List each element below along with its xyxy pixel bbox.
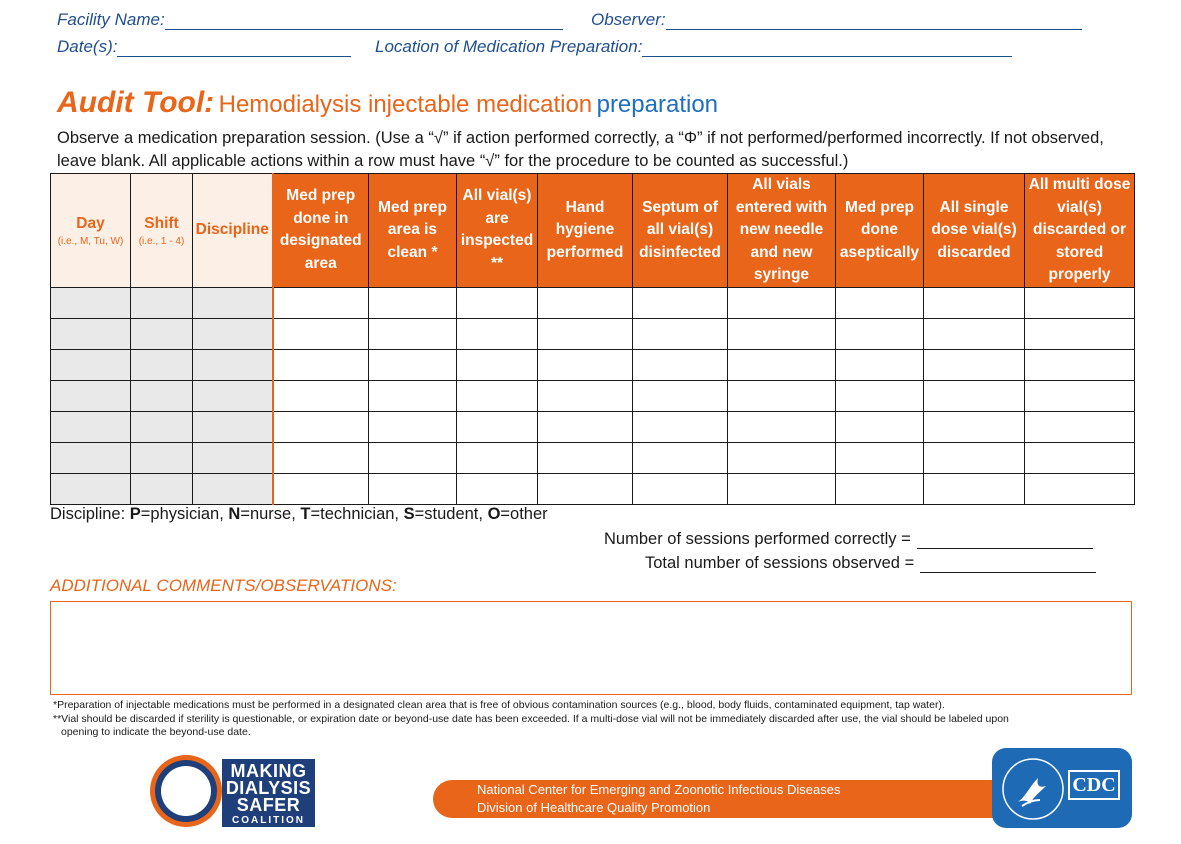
table-cell[interactable] (728, 287, 836, 318)
table-cell[interactable] (728, 349, 836, 380)
table-cell[interactable] (131, 318, 193, 349)
col-discipline: Discipline (193, 174, 273, 288)
table-cell[interactable] (924, 473, 1025, 504)
table-cell[interactable] (1025, 349, 1135, 380)
table-cell[interactable] (273, 318, 369, 349)
table-cell[interactable] (457, 349, 538, 380)
footnote-2-continued: opening to indicate the beyond-use date. (61, 726, 251, 738)
table-row (51, 411, 1135, 442)
legend-code-p: P (129, 505, 141, 523)
location-field[interactable] (375, 37, 1012, 57)
table-cell[interactable] (51, 411, 131, 442)
table-cell[interactable] (193, 380, 273, 411)
cdc-logo (992, 748, 1132, 828)
sessions-total-label: Total number of sessions observed (645, 554, 900, 572)
table-cell[interactable] (369, 380, 457, 411)
legend-text-p: =physician, (140, 505, 229, 523)
table-cell[interactable] (924, 287, 1025, 318)
table-cell[interactable] (51, 349, 131, 380)
dates-field[interactable] (57, 37, 351, 57)
sessions-total-line (920, 559, 1096, 573)
legend-text-n: =nurse, (240, 505, 301, 523)
table-cell[interactable] (836, 380, 924, 411)
sessions-correct-equals: = (901, 530, 911, 548)
table-row (51, 318, 1135, 349)
making-dialysis-safer-logo (150, 755, 315, 827)
table-cell[interactable] (633, 349, 728, 380)
sessions-correct-label: Number of sessions performed correctly (604, 530, 897, 548)
table-cell[interactable] (538, 318, 633, 349)
table-cell[interactable] (51, 380, 131, 411)
banner-division: Division of Healthcare Quality Promotion (477, 800, 711, 815)
table-cell[interactable] (273, 380, 369, 411)
table-cell[interactable] (633, 287, 728, 318)
col-single-dose-discarded: All single dose vial(s) discarded (924, 174, 1025, 288)
table-cell[interactable] (836, 442, 924, 473)
title-audit-tool: Audit Tool: (57, 86, 215, 119)
legend-code-t: T (300, 505, 311, 523)
table-cell[interactable] (1025, 442, 1135, 473)
table-cell[interactable] (131, 349, 193, 380)
legend-text-o: =other (500, 505, 548, 523)
table-header-row (51, 174, 1135, 288)
page-title (57, 86, 718, 120)
table-cell[interactable] (51, 318, 131, 349)
table-cell[interactable] (836, 411, 924, 442)
table-cell[interactable] (1025, 473, 1135, 504)
observer-label: Observer: (591, 10, 666, 29)
logo-ring-center (161, 766, 211, 816)
table-cell[interactable] (193, 318, 273, 349)
facility-name-line (165, 14, 563, 30)
table-cell[interactable] (273, 349, 369, 380)
col-area-clean: Med prep area is clean * (369, 174, 457, 288)
table-cell[interactable] (131, 287, 193, 318)
table-cell[interactable] (457, 318, 538, 349)
sessions-correct-field[interactable] (604, 530, 1093, 549)
table-row (51, 349, 1135, 380)
sessions-total-equals: = (904, 554, 915, 572)
dates-label: Date(s): (57, 37, 118, 56)
table-cell[interactable] (728, 473, 836, 504)
table-cell[interactable] (728, 318, 836, 349)
col-septum-disinfected: Septum of all vial(s) disinfected (633, 174, 728, 288)
logo-word-safer: SAFER (236, 795, 301, 815)
col-shift-label: Shift (144, 215, 179, 232)
col-aseptic: Med prep done aseptically (836, 174, 924, 288)
comments-box[interactable] (50, 601, 1132, 695)
title-preparation: preparation (596, 91, 719, 118)
col-new-needle-syringe: All vials entered with new needle and new syringe (728, 174, 836, 288)
audit-table (50, 173, 1135, 505)
table-cell[interactable] (51, 287, 131, 318)
table-cell[interactable] (131, 380, 193, 411)
table-cell[interactable] (369, 473, 457, 504)
table-row (51, 287, 1135, 318)
table-cell[interactable] (273, 411, 369, 442)
col-day-sub: (i.e., M, Tu, W) (57, 235, 124, 247)
table-cell[interactable] (273, 287, 369, 318)
footnote-1: *Preparation of injectable medications must be performed in a designated clean area that is free of obvious contamination sources (e.g., blood, body fluids, contaminated equipment, tap water). (53, 699, 945, 711)
table-cell[interactable] (273, 442, 369, 473)
legend-prefix: Discipline: (50, 505, 130, 523)
col-shift (131, 174, 193, 288)
table-cell[interactable] (728, 380, 836, 411)
table-cell[interactable] (457, 473, 538, 504)
col-shift-sub: (i.e., 1 - 4) (138, 235, 185, 247)
logo-word-dialysis: DIALYSIS (225, 778, 312, 798)
table-cell[interactable] (924, 318, 1025, 349)
table-cell[interactable] (538, 380, 633, 411)
col-day (51, 174, 131, 288)
dates-line (117, 41, 351, 57)
table-cell[interactable] (457, 411, 538, 442)
cdc-wordmark: CDC (1068, 770, 1120, 800)
table-cell[interactable] (51, 473, 131, 504)
comments-heading: ADDITIONAL COMMENTS/OBSERVATIONS: (50, 576, 397, 595)
table-cell[interactable] (369, 349, 457, 380)
table-cell[interactable] (633, 473, 728, 504)
facility-name-field[interactable] (57, 10, 563, 30)
logo-word-making: MAKING (230, 761, 307, 781)
footnote-2: **Vial should be discarded if sterility is questionable, or expiration date or beyond-use date has been exceeded. If a multi-dose vial will not be immediately discarded after use, the vial should be labeled upon (53, 713, 1009, 725)
table-cell[interactable] (538, 349, 633, 380)
table-cell[interactable] (728, 411, 836, 442)
table-cell[interactable] (1025, 287, 1135, 318)
table-cell[interactable] (457, 442, 538, 473)
table-cell[interactable] (193, 349, 273, 380)
cdc-division-banner (433, 780, 995, 818)
table-cell[interactable] (193, 442, 273, 473)
legend-code-n: N (228, 505, 241, 523)
table-cell[interactable] (633, 380, 728, 411)
table-cell[interactable] (369, 442, 457, 473)
table-row (51, 442, 1135, 473)
table-cell[interactable] (193, 287, 273, 318)
location-label: Location of Medication Preparation: (375, 37, 643, 56)
table-cell[interactable] (633, 442, 728, 473)
legend-code-o: O (487, 505, 501, 523)
banner-center: National Center for Emerging and Zoonotic Infectious Diseases (477, 782, 841, 797)
table-cell[interactable] (538, 442, 633, 473)
col-vials-inspected: All vial(s) are inspected ** (457, 174, 538, 288)
table-cell[interactable] (1025, 318, 1135, 349)
hhs-eagle-icon (1000, 756, 1066, 822)
table-cell[interactable] (369, 287, 457, 318)
table-cell[interactable] (728, 442, 836, 473)
table-cell[interactable] (1025, 411, 1135, 442)
table-cell[interactable] (457, 287, 538, 318)
table-row (51, 473, 1135, 504)
table-cell[interactable] (836, 349, 924, 380)
table-cell[interactable] (457, 380, 538, 411)
legend-code-s: S (403, 505, 415, 523)
table-cell[interactable] (836, 287, 924, 318)
table-cell[interactable] (193, 411, 273, 442)
location-line (642, 41, 1012, 57)
col-hand-hygiene: Hand hygiene performed (538, 174, 633, 288)
table-cell[interactable] (273, 473, 369, 504)
col-designated-area: Med prep done in designated area (273, 174, 369, 288)
table-cell[interactable] (1025, 380, 1135, 411)
title-subject: Hemodialysis injectable medication (218, 91, 593, 118)
instructions: Observe a medication preparation session. (Use a “√” if action performed correctly, a “Φ” if not performed/performed incorrectly. If not observed, leave blank. All applicable actions within a row must have “√” for the procedure to be counted as successful.) (57, 129, 1104, 170)
table-cell[interactable] (924, 442, 1025, 473)
observer-field[interactable] (591, 10, 1082, 30)
table-cell[interactable] (131, 442, 193, 473)
legend-text-s: =student, (414, 505, 488, 523)
table-cell[interactable] (51, 442, 131, 473)
sessions-total-field[interactable] (645, 554, 1096, 573)
table-cell[interactable] (538, 287, 633, 318)
table-cell[interactable] (633, 411, 728, 442)
table-cell[interactable] (131, 411, 193, 442)
table-cell[interactable] (369, 318, 457, 349)
table-cell[interactable] (836, 473, 924, 504)
table-cell[interactable] (538, 411, 633, 442)
table-cell[interactable] (836, 318, 924, 349)
table-cell[interactable] (131, 473, 193, 504)
logo-wordmark (222, 759, 315, 827)
facility-name-label: Facility Name: (57, 10, 165, 29)
table-cell[interactable] (924, 411, 1025, 442)
legend-text-t: =technician, (310, 505, 404, 523)
table-cell[interactable] (924, 380, 1025, 411)
observer-line (666, 14, 1082, 30)
table-cell[interactable] (924, 349, 1025, 380)
discipline-legend (50, 505, 548, 524)
table-cell[interactable] (369, 411, 457, 442)
table-row (51, 380, 1135, 411)
logo-word-coalition: COALITION (232, 815, 305, 826)
col-day-label: Day (76, 215, 105, 232)
sessions-correct-line (917, 535, 1093, 549)
table-body (51, 287, 1135, 504)
table-cell[interactable] (633, 318, 728, 349)
table-cell[interactable] (193, 473, 273, 504)
col-multi-dose-stored: All multi dose vial(s) discarded or stored properly (1025, 174, 1135, 288)
table-cell[interactable] (538, 473, 633, 504)
